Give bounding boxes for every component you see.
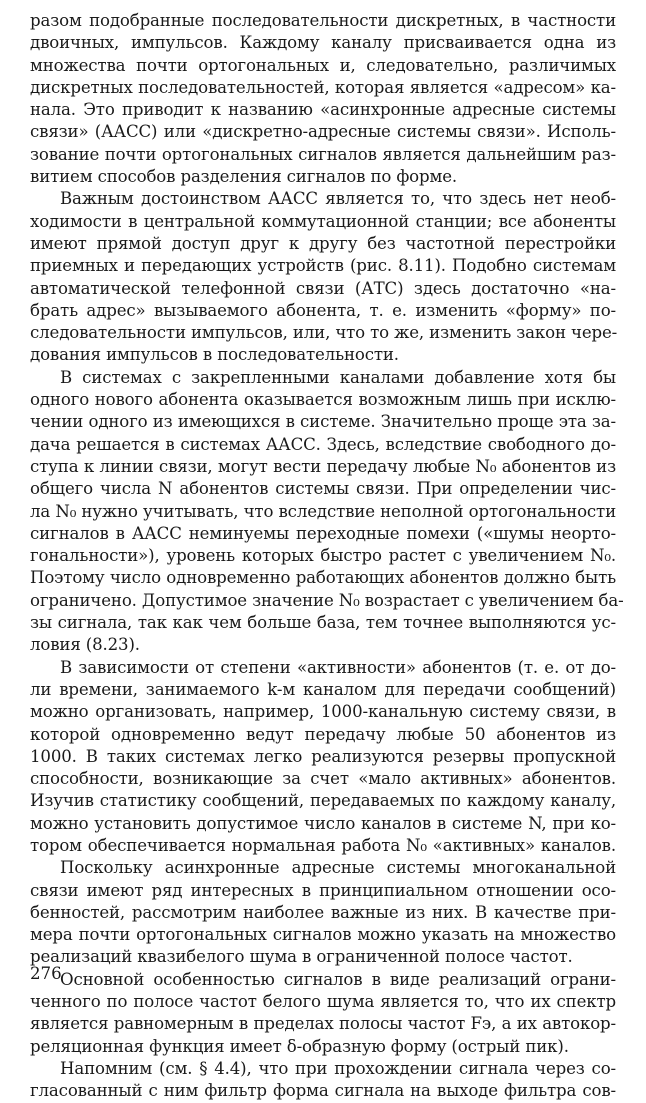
text-line: зы сигнала, так как чем больше база, тем точнее выполняются ус- <box>30 613 616 633</box>
text-line: связи имеют ряд интересных в принципиальном отношении осо- <box>30 880 616 900</box>
text-line: дискретных последовательностей, которая является «адресом» ка- <box>30 77 616 97</box>
text-line: связи» (ААСС) или «дискретно-адресные системы связи». Исполь- <box>30 122 616 142</box>
text-line: множества почти ортогональных и, следовательно, различимых <box>30 55 616 75</box>
text-line: можно организовать, например, 1000-канальную систему связи, в <box>30 702 616 722</box>
text-line: ла N₀ нужно учитывать, что вследствие неполной ортогональности <box>30 501 616 521</box>
text-line: которой одновременно ведут передачу любые 50 абонентов из <box>30 724 616 744</box>
text-line: имеют прямой доступ друг к другу без частотной перестройки <box>30 233 616 253</box>
text-line: реляционная функция имеет δ-образную форму (острый пик). <box>30 1036 569 1056</box>
text-line: приемных и передающих устройств (рис. 8.11). Подобно системам <box>30 256 616 276</box>
text-line: способности, возникающие за счет «мало активных» абонентов. <box>30 769 616 789</box>
text-line: нала. Это приводит к названию «асинхронные адресные системы <box>30 100 616 120</box>
text-line: следовательности импульсов, или, что то же, изменить закон чере- <box>30 323 618 343</box>
text-line: двоичных, импульсов. Каждому каналу присваивается одна из <box>30 33 616 53</box>
text-line: зование почти ортогональных сигналов является дальнейшим раз- <box>30 144 616 164</box>
text-line: автоматической телефонной связи (АТС) здесь достаточно «на- <box>30 278 616 298</box>
text-line: Поэтому число одновременно работающих абонентов должно быть <box>30 568 616 588</box>
text-line: гласованный с ним фильтр форма сигнала на выходе фильтра сов- <box>30 1081 616 1101</box>
text-line: В зависимости от степени «активности» абонентов (т. е. от до- <box>60 657 616 677</box>
text-line: В системах с закрепленными каналами добавление хотя бы <box>60 367 616 387</box>
text-line: реализаций квазибелого шума в ограниченной полосе частот. <box>30 947 573 967</box>
text-line: одного нового абонента оказывается возможным лишь при исклю- <box>30 390 616 410</box>
text-line: ли времени, занимаемого k-м каналом для передачи сообщений) <box>30 679 616 699</box>
text-line: ходимости в центральной коммутационной станции; все абоненты <box>30 211 616 231</box>
text-line: тором обеспечивается нормальная работа N₀ «активных» каналов. <box>30 835 616 855</box>
text-line: разом подобранные последовательности дискретных, в частности <box>30 11 616 30</box>
page-text <box>30 10 624 1103</box>
text-line: бенностей, рассмотрим наиболее важные из них. В качестве при- <box>30 902 616 922</box>
text-line: гональности»), уровень которых быстро растет с увеличением N₀. <box>30 546 616 566</box>
text-line: 1000. В таких системах легко реализуются резервы пропускной <box>30 746 616 766</box>
text-line: ограничено. Допустимое значение N₀ возрастает с увеличением ба- <box>30 590 624 610</box>
text-line: можно установить допустимое число каналов в системе N, при ко- <box>30 813 616 833</box>
text-line: Изучив статистику сообщений, передаваемых по каждому каналу, <box>30 791 616 811</box>
text-line: Основной особенностью сигналов в виде реализаций ограни- <box>60 969 616 989</box>
text-line: Важным достоинством ААСС является то, что здесь нет необ- <box>60 189 616 209</box>
text-line: Напомним (см. § 4.4), что при прохождении сигнала через со- <box>60 1058 616 1078</box>
text-line: Поскольку асинхронные адресные системы многоканальной <box>60 858 616 878</box>
text-line: сигналов в ААСС неминуемы переходные помехи («шумы неорто- <box>30 523 616 543</box>
text-line: витием способов разделения сигналов по форме. <box>30 167 458 187</box>
text-line: ловия (8.23). <box>30 635 140 655</box>
text-line: ченного по полосе частот белого шума является то, что их спектр <box>30 992 616 1012</box>
text-line: дача решается в системах ААСС. Здесь, вследствие свободного до- <box>30 434 616 454</box>
text-line: дования импульсов в последовательности. <box>30 345 399 365</box>
text-line: брать адрес» вызываемого абонента, т. е. изменить «форму» по- <box>30 300 616 320</box>
text-line: чении одного из имеющихся в системе. Значительно проще эта за- <box>30 412 616 432</box>
text-line: ступа к линии связи, могут вести передачу любые N₀ абонентов из <box>30 456 616 476</box>
page-number: 276 <box>30 964 62 983</box>
text-line: общего числа N абонентов системы связи. При определении чис- <box>30 479 616 499</box>
text-line: мера почти ортогональных сигналов можно указать на множество <box>30 925 616 945</box>
text-line: является равномерным в пределах полосы частот Fэ, а их автокор- <box>30 1014 616 1034</box>
